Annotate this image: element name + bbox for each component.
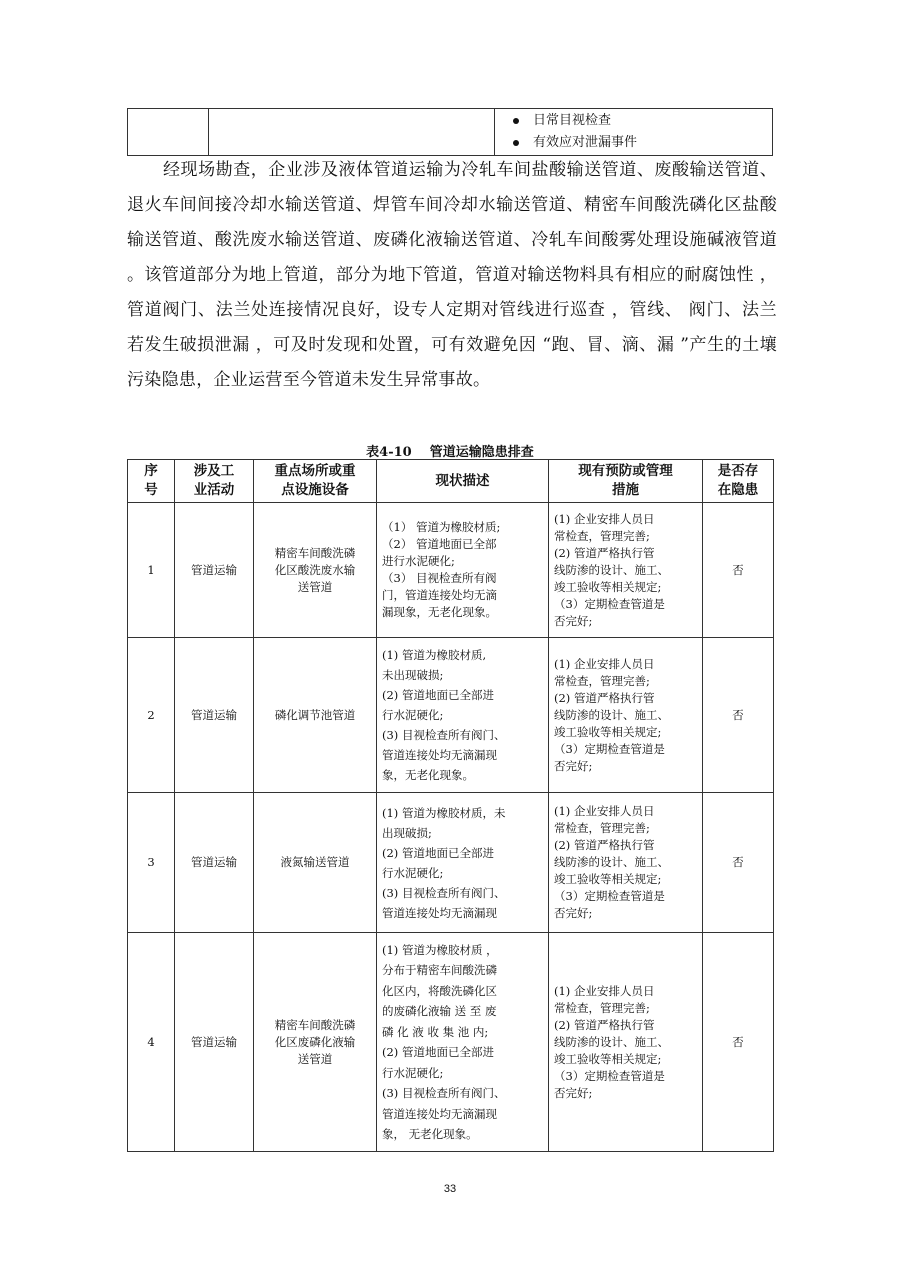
empty-cell	[128, 109, 209, 156]
cell-status: （1） 管道为橡胶材质; （2） 管道地面已全部 进行水泥硬化; （3） 目视检查所有阀 门，管道连接处均无滴 漏现象，无老化现象。	[377, 503, 549, 638]
table-header-row	[128, 460, 774, 503]
continued-table	[127, 108, 773, 156]
cell-activity: 管道运输	[175, 503, 254, 638]
header-cell: 现状描述	[377, 460, 549, 503]
cell-measures: (1) 企业安排人员日 常检查，管理完善; (2) 管道严格执行管 线防渗的设计、施工、 竣工验收等相关规定; （3）定期检查管道是 否完好;	[549, 933, 703, 1152]
cell-activity: 管道运输	[175, 793, 254, 933]
table-row	[128, 503, 774, 638]
pipeline-hazard-table	[127, 459, 774, 1152]
header-cell: 是否存 在隐患	[703, 460, 774, 503]
cell-facility: 精密车间酸洗磷 化区废磷化液输 送管道	[254, 933, 377, 1152]
cell-no: 2	[128, 638, 175, 793]
cell-no: 4	[128, 933, 175, 1152]
bullet-text: 有效应对泄漏事件	[533, 135, 638, 150]
cell-hazard: 否	[703, 793, 774, 933]
bullet-icon	[513, 140, 519, 146]
cell-activity: 管道运输	[175, 638, 254, 793]
table-row	[128, 933, 774, 1152]
cell-activity: 管道运输	[175, 933, 254, 1152]
cell-status: (1) 管道为橡胶材质，未 出现破损; (2) 管道地面已全部进 行水泥硬化; (3) 目视检查所有阀门、 管道连接处均无滴漏现	[377, 793, 549, 933]
cell-measures: (1) 企业安排人员日 常检查，管理完善; (2) 管道严格执行管 线防渗的设计、施工、 竣工验收等相关规定; （3）定期检查管道是 否完好;	[549, 503, 703, 638]
cell-measures: (1) 企业安排人员日 常检查，管理完善; (2) 管道严格执行管 线防渗的设计、施工、 竣工验收等相关规定; （3）定期检查管道是 否完好;	[549, 638, 703, 793]
cell-measures: (1) 企业安排人员日 常检查，管理完善; (2) 管道严格执行管 线防渗的设计、施工、 竣工验收等相关规定; （3）定期检查管道是 否完好;	[549, 793, 703, 933]
cell-status: (1) 管道为橡胶材质, 未出现破损; (2) 管道地面已全部进 行水泥硬化; (3) 目视检查所有阀门、 管道连接处均无滴漏现 象，无老化现象。	[377, 638, 549, 793]
body-paragraph: 经现场勘查，企业涉及液体管道运输为冷轧车间盐酸输送管道、废酸输送管道、退火车间间接冷却水输送管道、焊管车间冷却水输送管道、精密车间酸洗磷化区盐酸输送管道、酸洗废水输送管道、废磷化液输送管道、冷轧车间酸雾处理设施碱液管道 。该管道部分为地上管道，部分为地下管道，管道对输送物料具有相应的耐腐蚀性 ，管道阀门、法兰处连接情况良好，设专人定期对管线进行巡查 ，管线、 阀门、法兰若发生破损泄漏 ，可及时发现和处置，可有效避免因 “跑、冒、滴、漏 ”产生的土壤污染隐患，企业运营至今管道未发生异常事故。	[127, 160, 777, 390]
table-row	[128, 638, 774, 793]
header-cell: 序 号	[128, 460, 175, 503]
bullet-icon	[513, 118, 519, 124]
bullet-item	[495, 132, 772, 154]
cell-hazard: 否	[703, 503, 774, 638]
cell-hazard: 否	[703, 638, 774, 793]
header-cell: 涉及工 业活动	[175, 460, 254, 503]
cell-no: 3	[128, 793, 175, 933]
header-cell: 现有预防或管理 措施	[549, 460, 703, 503]
bullet-item	[495, 110, 772, 132]
page-number: 33	[443, 1183, 457, 1195]
table-caption: 表4-10 管道运输隐患排查	[366, 445, 534, 460]
bullet-cell	[495, 109, 773, 156]
header-cell: 重点场所或重 点设施设备	[254, 460, 377, 503]
cell-facility: 磷化调节池管道	[254, 638, 377, 793]
cell-facility: 液氮输送管道	[254, 793, 377, 933]
cell-no: 1	[128, 503, 175, 638]
bullet-text: 日常目视检查	[533, 113, 612, 128]
cell-status: (1) 管道为橡胶材质 ， 分布于精密车间酸洗磷 化区内，将酸洗磷化区 的废磷化液输 送 至 废 磷 化 液 收 集 池 内; (2) 管道地面已全部进 行水泥硬化; (3) 目视检查所有阀门、 管道连接处均无滴漏现 象， 无老化现象。	[377, 933, 549, 1152]
cell-hazard: 否	[703, 933, 774, 1152]
cell-facility: 精密车间酸洗磷 化区酸洗废水输 送管道	[254, 503, 377, 638]
table-row	[128, 793, 774, 933]
empty-cell	[209, 109, 495, 156]
